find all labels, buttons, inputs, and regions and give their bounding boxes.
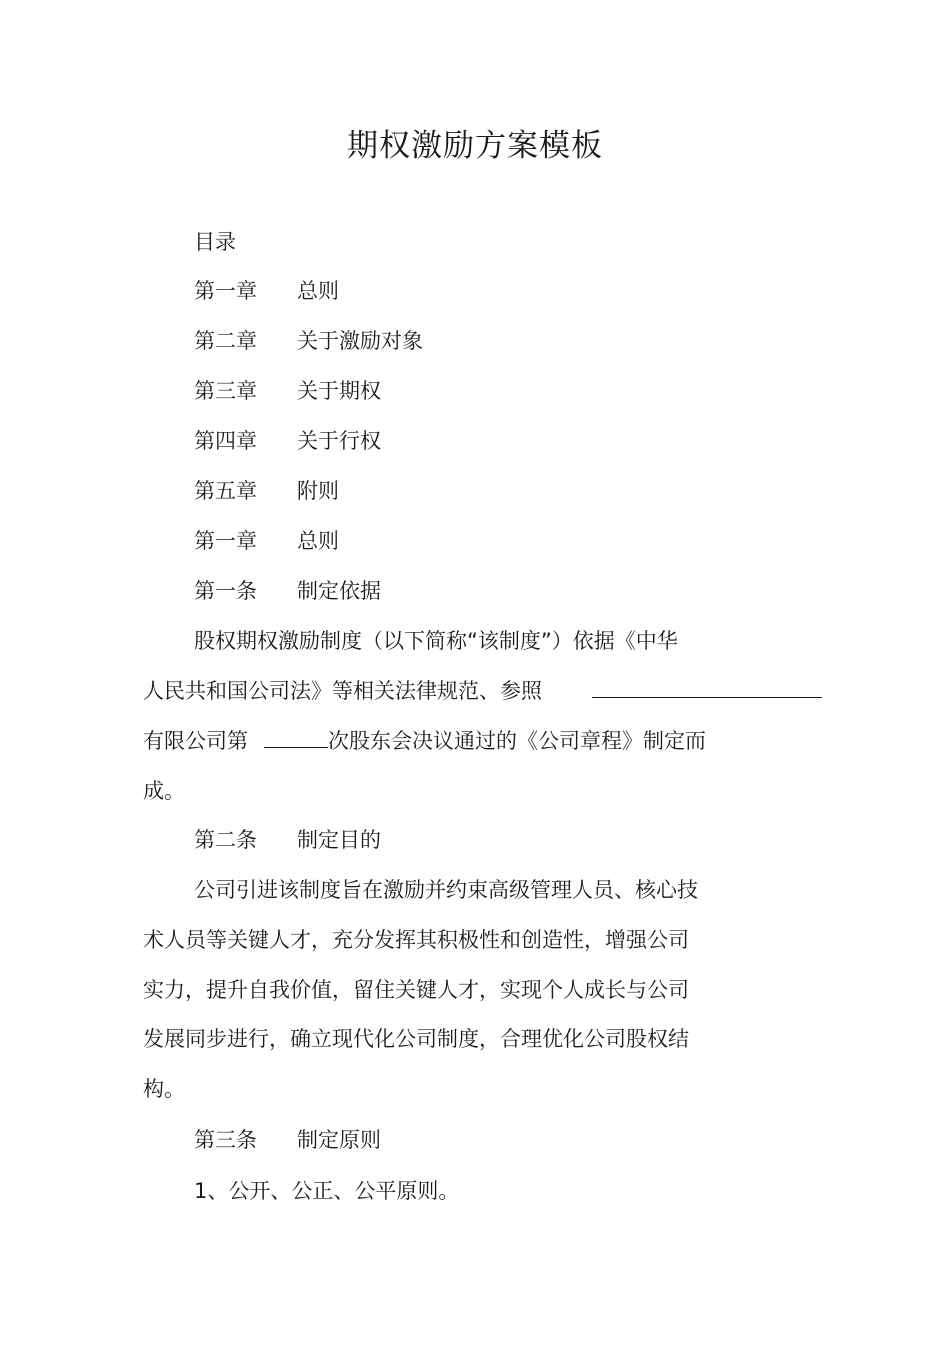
toc-item xyxy=(194,377,381,405)
toc-item-title: 关于期权 xyxy=(297,379,381,403)
toc-item-title: 总则 xyxy=(297,279,339,303)
article-number: 第一条 xyxy=(194,579,257,603)
toc-item-title: 关于激励对象 xyxy=(297,329,423,353)
paragraph-line: 成。 xyxy=(143,779,185,803)
article-number: 第三条 xyxy=(194,1128,257,1152)
toc-label: 目录 xyxy=(194,230,236,254)
toc-item-title: 附则 xyxy=(297,479,339,503)
article-heading xyxy=(194,826,381,854)
toc-item xyxy=(194,327,423,355)
toc-item-number: 第三章 xyxy=(194,379,257,403)
paragraph-line xyxy=(143,727,706,755)
document-title: 期权激励方案模板 xyxy=(347,128,603,164)
paragraph-line: 股权期权激励制度（以下简称“该制度”）依据《中华 xyxy=(194,629,678,653)
toc-item xyxy=(194,427,381,455)
toc-item xyxy=(194,477,339,505)
paragraph-line: 术人员等关键人才，充分发挥其积极性和创造性，增强公司 xyxy=(143,928,689,952)
paragraph-text: 有限公司第 xyxy=(143,729,248,753)
fill-blank-company xyxy=(592,677,822,698)
fill-blank-session xyxy=(264,727,328,748)
paragraph-text: 人民共和国公司法》等相关法律规范、参照 xyxy=(143,679,542,703)
toc-item-number: 第四章 xyxy=(194,429,257,453)
chapter-number: 第一章 xyxy=(194,529,257,553)
chapter-heading xyxy=(194,527,339,555)
list-item: 1、公开、公正、公平原则。 xyxy=(194,1179,460,1203)
article-title: 制定原则 xyxy=(297,1128,381,1152)
paragraph-line: 发展同步进行，确立现代化公司制度，合理优化公司股权结 xyxy=(143,1027,689,1051)
toc-item-number: 第五章 xyxy=(194,479,257,503)
toc-item xyxy=(194,277,339,305)
paragraph-line xyxy=(143,677,822,705)
article-title: 制定目的 xyxy=(297,828,381,852)
article-heading xyxy=(194,577,381,605)
paragraph-line: 实力，提升自我价值，留住关键人才，实现个人成长与公司 xyxy=(143,978,689,1002)
article-heading xyxy=(194,1126,381,1154)
toc-item-number: 第一章 xyxy=(194,279,257,303)
paragraph-text: 次股东会决议通过的《公司章程》制定而 xyxy=(328,729,706,753)
paragraph-line: 公司引进该制度旨在激励并约束高级管理人员、核心技 xyxy=(194,878,698,902)
article-number: 第二条 xyxy=(194,828,257,852)
article-title: 制定依据 xyxy=(297,579,381,603)
toc-item-number: 第二章 xyxy=(194,329,257,353)
toc-item-title: 关于行权 xyxy=(297,429,381,453)
paragraph-line: 构。 xyxy=(143,1077,185,1101)
chapter-title: 总则 xyxy=(297,529,339,553)
